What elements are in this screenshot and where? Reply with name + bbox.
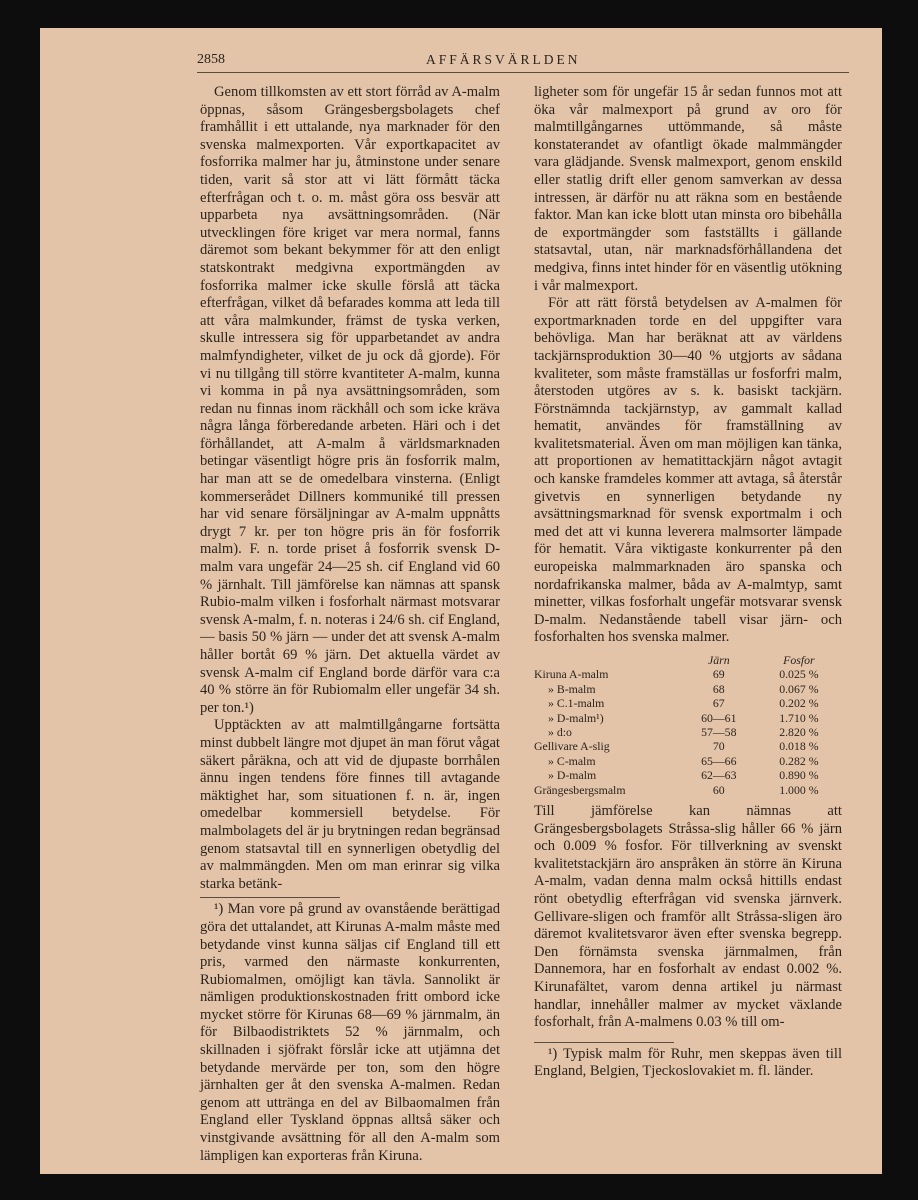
table-cell: Kiruna A-malm: [534, 667, 609, 682]
table-cell: 65—66: [701, 753, 737, 768]
table-cell: Grängesbergsmalm: [534, 782, 626, 797]
table-cell: 2.820 %: [779, 725, 819, 740]
page-header: [40, 52, 882, 72]
table-cell: 0.202 %: [779, 696, 819, 711]
header-rule: [197, 72, 849, 73]
table-cell: 62—63: [701, 768, 737, 783]
right-column: [534, 84, 842, 1081]
table-row: [534, 725, 842, 739]
table-cell: Gellivare A-slig: [534, 739, 610, 754]
table-cell: 0.025 %: [779, 667, 819, 682]
table-header-cell: Järn: [707, 653, 730, 667]
table-row: [534, 682, 842, 696]
scanned-page: [40, 28, 882, 1174]
table-header-cell: Fosfor: [783, 653, 815, 667]
table-cell: 67: [712, 696, 725, 711]
table-cell: 69: [712, 667, 725, 682]
table-cell: » D-malm¹): [548, 710, 604, 725]
body-paragraph: För att rätt förstå betydelsen av A-malmen för exportmarknaden torde en del uppgifter vara behövliga. Man har beräknat att av världens tackjärnsproduktion 30—40 % utgjorts av sådana kvaliteter, som måste framställas ur fosforfri malm, återstoden utgöres av s. k. basiskt tackjärn. Förstnämnda tackjärnstyp, av gammalt kallad hematit, användes för framställning av kvalitetsmaterial. Även om man möjligen kan tänka, att proportionen av hematittackjärn något avtagit och kanske framdeles kommer att avtaga, så återstår givetvis en synnerligen betydande ny avsättningsmarknad för svensk exportmalm i och med det att vi kunna leverera malmsorter lämpade för hematit. Våra viktigaste konkurrenter på den europeiska malmmarknaden äro spanska och nordafrikanska malmer, båda av A-malmtyp, samt minetter, vilkas fosforhalt ungefär motsvarar svensk D-malm. Nedanstående tabell visar järn- och fosforhalten hos svenska malmer.: [534, 295, 842, 646]
table-row: [534, 783, 842, 797]
table-cell: 57—58: [701, 725, 737, 740]
table-cell: » C-malm: [548, 753, 596, 768]
footnote: ¹) Man vore på grund av ovanstående berättigad göra det uttalandet, att Kirunas A-malm måste med betydande vinst kunna säljas cif England till ett pris, varmed den närmaste konkurrenten, Rubiomalmen, omöjligt kan tävla. Sannolikt är nämligen produktionskostnaden fritt ombord icke mycket större för Kirunas 68—69 % järnmalm, än för Bilbaodistriktets 52 % järnmalm, och skillnaden i sjöfrakt förslår icke att utjämna det betydande mervärde per ton, som den högre järnhalten ger åt den svenska A-malmen. Redan genom att utträngа en del av Bilbaomalmen från England eller Tyskland öppnas alltså säker och vinstgivande avsättning för all den A-malm som lämpligen kan exporteras från Kiruna.: [200, 901, 500, 1164]
table-cell: 60: [712, 782, 725, 797]
table-cell: 0.018 %: [779, 739, 819, 754]
table-header-row: [534, 653, 842, 667]
journal-title: AFFÄRSVÄRLDEN: [426, 52, 581, 67]
body-paragraph: Genom tillkomsten av ett stort förråd av A-malm öppnas, såsom Grängesbergsbolagets chef framhållit i ett uttalande, nya marknader för den svenska malmexporten. Vår exportkapacitet av fosforrika malmer har ju, åtminstone under senare tiden, varit så stor att vi lätt förmått täcka efterfrågan och t. o. m. måst göra oss besvär att upparbeta nya avsättningsområden. (När utvecklingen före kriget var mera normal, fanns däremot som bekant bekymmer för att den enligt statskontrakt medgivna exportmängden av fosforrika malmer icke skulle förslå att täcka efterfrågan, vilket då befarades komma att leda till att våra malmkunder, främst de tyska verken, skulle intressera sig för upparbetandet av andra malmfyndigheter, vilket de ju ock då gjorde). För vi nu tillgång till större kvantiteter A-malm, kunna vi komma in på nya avsättningsområden, som redan nu finnas inom räckhåll och som icke kräva några långa förberedande arbeten. Häri och i det förhållandet, att A-malm å världsmarknaden betingar väsentligt högre pris än fosforrik malm, har man att se de omedelbara vinsterna. (Enligt kommerserådet Dillners kommuniké till pressen har vid senare försäljningar av A-malm uppnåtts drygt 7 kr. per ton högre pris än för fosforrik malm). F. n. torde priset å fosforrik svensk D-malm vara ungefär 24—25 sh. cif England vid 60 % järnhalt. Till jämförelse kan nämnas att spansk Rubio-malm vilken i fosforhalt närmast motsvarar svensk A-malm, f. n. noteras i 24/6 sh. cif England, — basis 50 % järn — under det att svensk A-malm håller bortåt 69 % järn. Det aktuella värdet av svensk A-malm cif England borde därför vara c:a 40 % större än för Rubiomalm eller ungefär 34 sh. per ton.¹): [200, 84, 500, 716]
body-paragraph: Upptäckten av att malmtillgångarne fortsätta minst dubbelt längre mot djupet än man förut vågat säkert påräkna, och att vid de djupaste borrhålen ännu ingen tendens före finnes till avtagande mäktighet har, som situationen f. n. är, ingen omedelbar kommersiell betydelse. För malmbolagets del är ju brytningen redan begränsad genom statsavtal till en synnerligen obetydlig del av malmmängden. Men om man erinrar sig vilka starka betänk-: [200, 717, 500, 892]
table-cell: » B-malm: [548, 681, 596, 696]
table-header-cell: [534, 653, 682, 667]
table-cell: 0.890 %: [779, 768, 819, 783]
table-row: [534, 768, 842, 782]
table-row: [534, 711, 842, 725]
page-number: 2858: [197, 52, 225, 67]
table-cell: 60—61: [701, 710, 737, 725]
left-column: [200, 84, 500, 1165]
table-cell: 68: [712, 681, 725, 696]
table-cell: 1.710 %: [779, 710, 819, 725]
footnote: ¹) Typisk malm för Ruhr, men skeppas även till England, Belgien, Tjeckoslovakiet m. fl. länder.: [534, 1045, 842, 1080]
table-row: [534, 754, 842, 768]
table-row: [534, 739, 842, 753]
table-cell: 0.282 %: [779, 753, 819, 768]
table-cell: » d:o: [548, 725, 572, 740]
body-paragraph: ligheter som för ungefär 15 år sedan funnos mot att öka vår malmexport på grund av oro för malmtillgångarnes uttömmande, så måste konstaterandet av ofantligt ökade malmmängder vara glädjande. Svensk malmexport, genom enskild eller statlig drift eller genom samverkan av dessa intressen, är därför nu att räkna som en bestående faktor. Man kan icke blott utan minsta oro bibehålla de exportmängder som fastställts i gällande statsavtal, utan, när marknadsförhållandena det medgiva, finns intet hinder för en väsentlig utökning i vår malmexport.: [534, 84, 842, 294]
table-cell: » D-malm: [548, 768, 597, 783]
table-row: [534, 696, 842, 710]
table-cell: 0.067 %: [779, 681, 819, 696]
footnote-divider: [200, 897, 340, 898]
table-cell: » C.1-malm: [548, 696, 605, 711]
table-row: [534, 667, 842, 681]
body-paragraph: Till jämförelse kan nämnas att Grängesbergsbolagets Stråssa-slig håller 66 % järn och 0.009 % fosfor. För tillverkning av svenskt kvalitetstackjärn äro anspråken än större än Kiruna A-malm, vadan denna malm också hittills endast rönt obetydlig efterfrågan vid svenska järnverk. Gellivare-sligen och framför allt Stråssa-sligen äro däremot kvalitetsvaror även efter svenska begrepp. Den förnämsta svenska järnmalmen, från Dannemora, har en fosforhalt av endast 0.002 %. Kirunafältet, varom denna artikel ju närmast handlar, innehåller malmer av mycket växlande fosforhalt, från A-malmens 0.03 % till om-: [534, 803, 842, 1031]
table-cell: 1.000 %: [779, 782, 819, 797]
table-cell: 70: [712, 739, 725, 754]
footnote-divider: [534, 1042, 674, 1043]
ore-composition-table: [534, 653, 842, 797]
